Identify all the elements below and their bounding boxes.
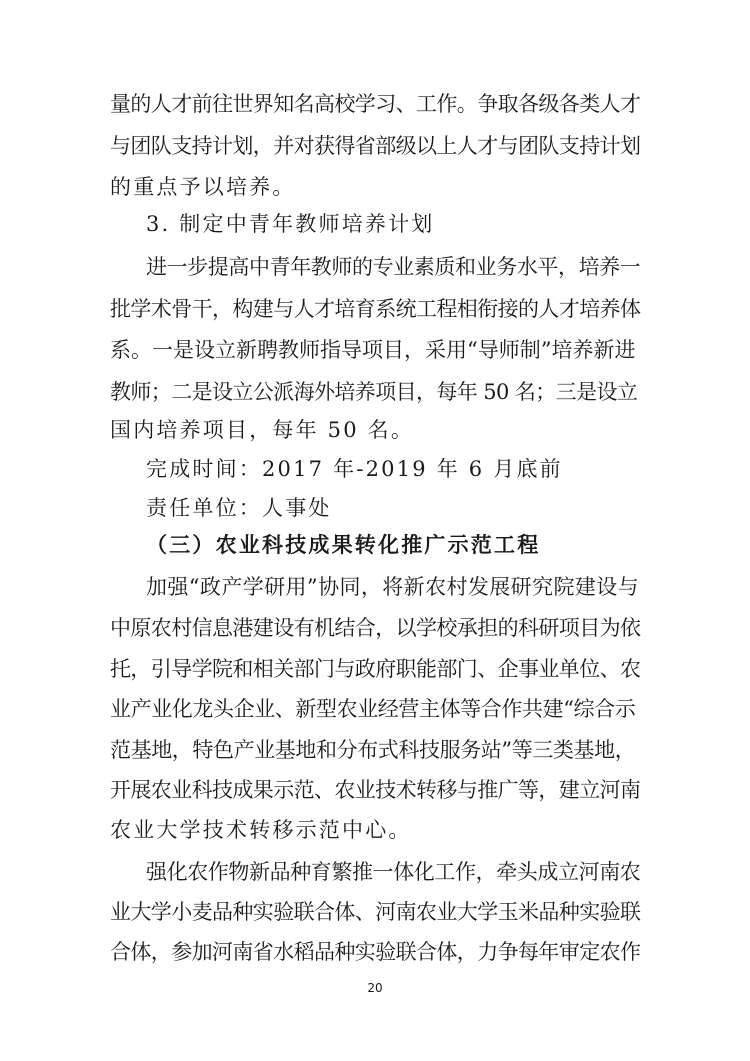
text-line: 与团队支持计划，并对获得省部级以上人才与团队支持计划 [110, 134, 641, 158]
text-line: 加强“政产学研用”协同，将新农村发展研究院建设与 [146, 575, 640, 599]
text-line: 合体，参加河南省水稻品种实验联合体，力争每年审定农作 [110, 940, 641, 964]
text-line: 国内培养项目，每年 50 名。 [110, 418, 415, 442]
text-line: 农业大学技术转移示范中心。 [110, 818, 412, 842]
text-line: 系。一是设立新聘教师指导项目，采用“导师制”培养新进 [110, 338, 636, 362]
text-line: 业产业化龙头企业、新型农业经营主体等合作共建“综合示 [110, 697, 636, 721]
text-line: 托，引导学院和相关部门与政府职能部门、企事业单位、农 [110, 657, 641, 681]
text-line: 业大学小麦品种实验联合体、河南农业大学玉米品种实验联 [110, 900, 641, 924]
section-subheading: 3. 制定中青年教师培养计划 [146, 212, 435, 236]
text-line: 强化农作物新品种育繁推一体化工作，牵头成立河南农 [146, 860, 641, 884]
text-line: 进一步提高中青年教师的专业素质和业务水平，培养一 [146, 255, 641, 279]
section-heading: （三）农业科技成果转化推广示范工程 [146, 532, 541, 557]
text-line: 范基地，特色产业基地和分布式科技服务站”等三类基地， [110, 738, 636, 762]
completion-time: 完成时间：2017 年-2019 年 6 月底前 [146, 457, 563, 481]
text-line: 量的人才前往世界知名高校学习、工作。争取各级各类人才 [110, 92, 641, 116]
text-line: 中原农村信息港建设有机结合，以学校承担的科研项目为依 [110, 616, 641, 640]
text-line: 的重点予以培养。 [110, 175, 296, 199]
text-line: 开展农业科技成果示范、农业技术转移与推广等，建立河南 [110, 778, 641, 802]
responsible-unit: 责任单位：人事处 [146, 496, 332, 520]
text-line: 批学术骨干，构建与人才培育系统工程相衔接的人才培养体 [110, 297, 641, 321]
page-number: 20 [367, 981, 383, 995]
text-line: 教师；二是设立公派海外培养项目，每年 50 名；三是设立 [110, 380, 638, 404]
